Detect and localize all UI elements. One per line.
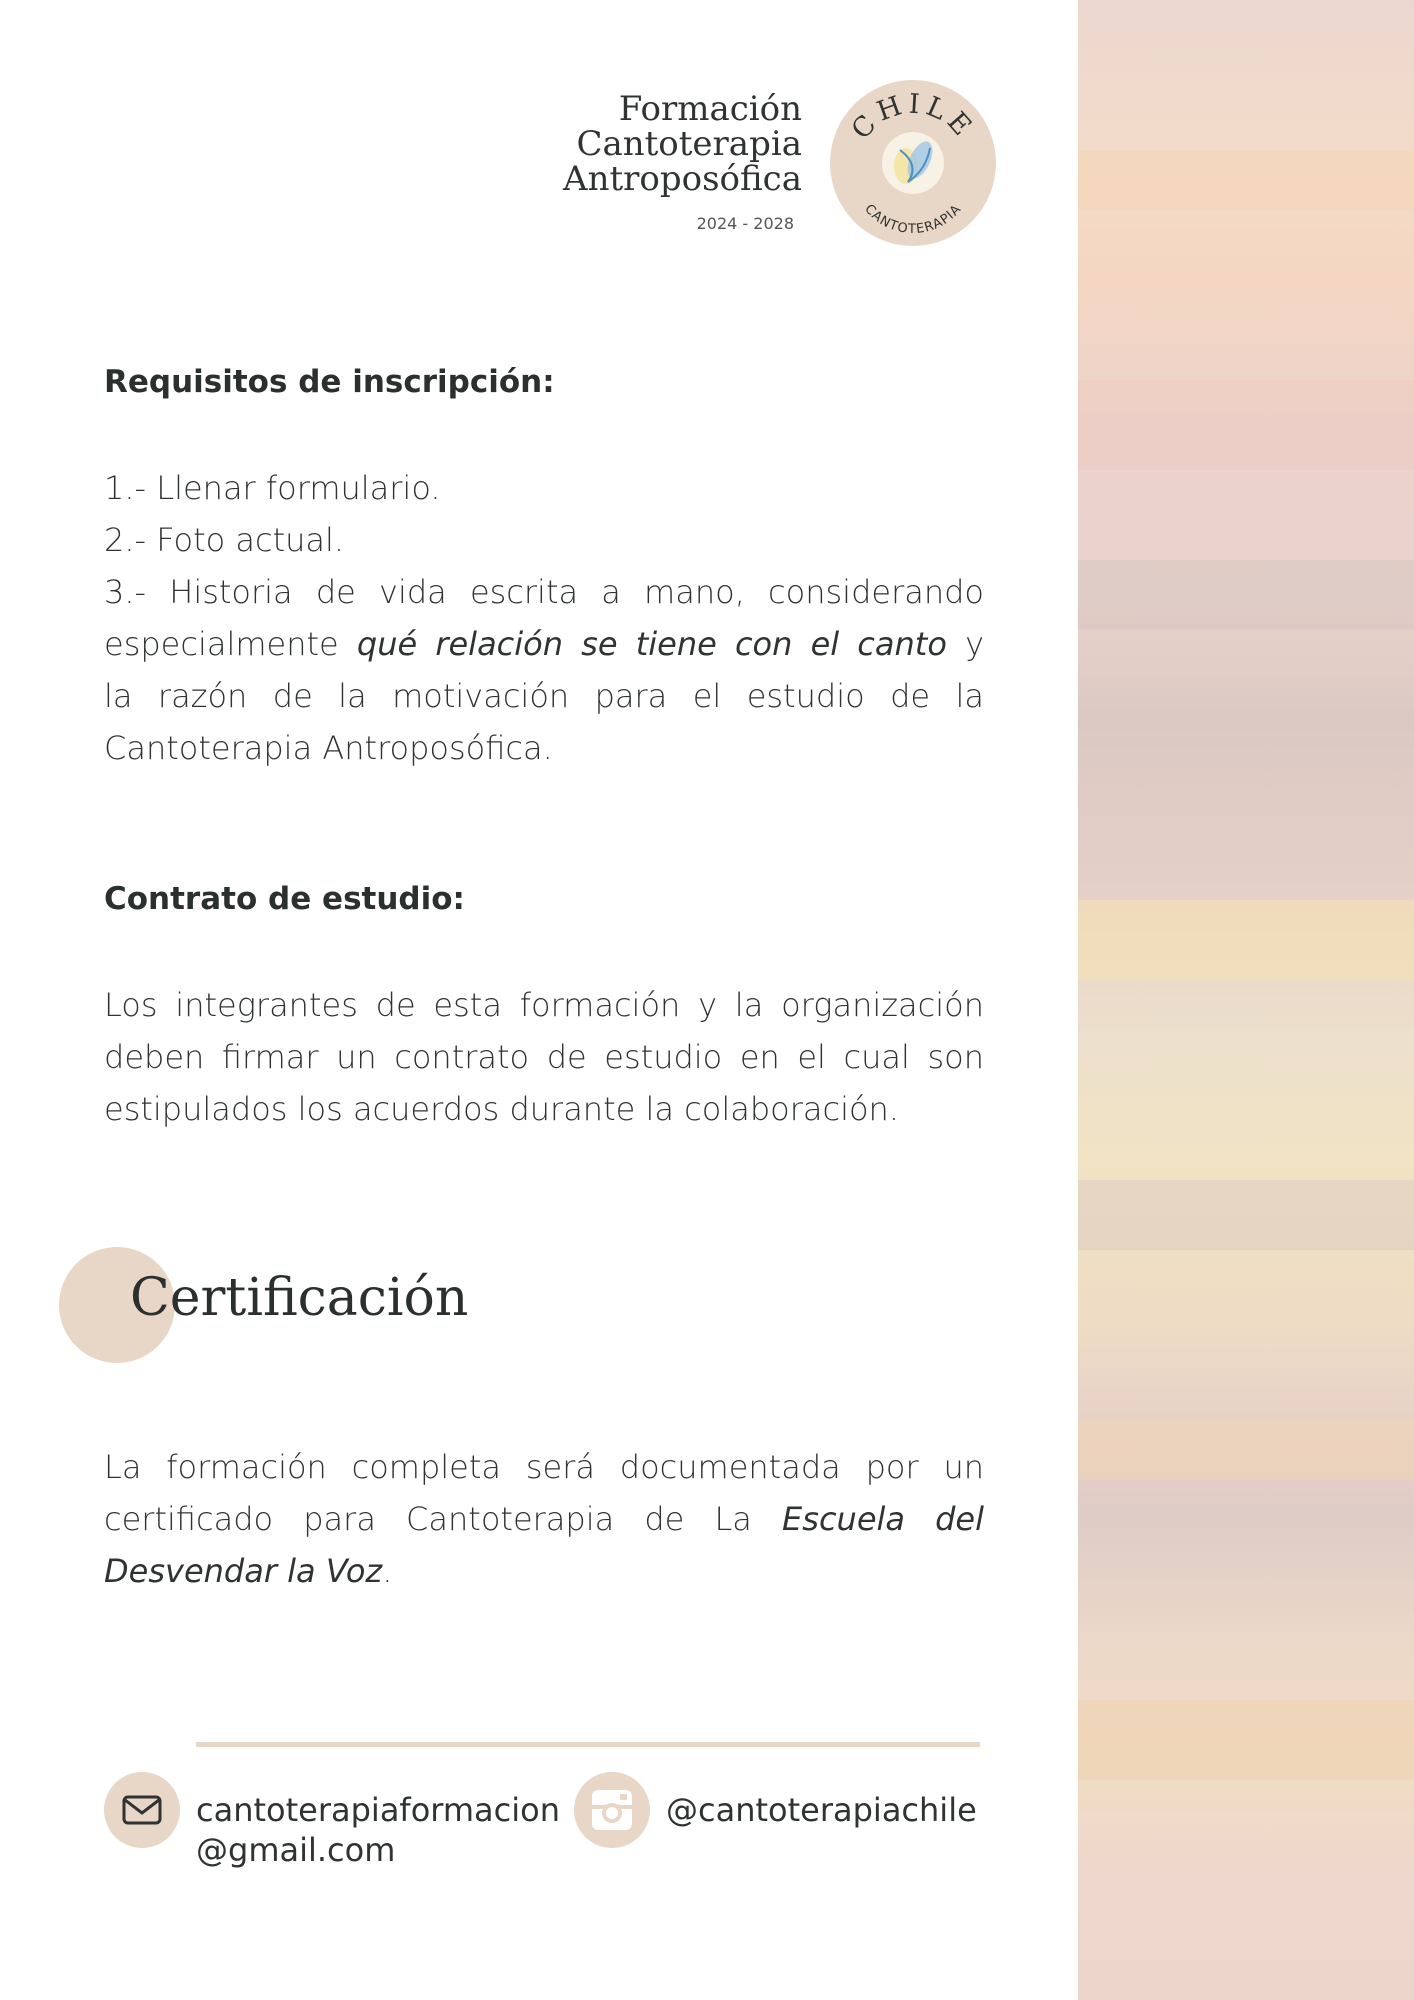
certificacion-line-2 (104, 1493, 984, 1545)
certificacion-heading: Certificación (130, 1268, 469, 1328)
requisito-item-3-line-3: la razón de la motivación para el estudio de la (104, 677, 984, 715)
email-line-1[interactable]: cantoterapiaformacion (196, 1791, 560, 1829)
certificacion-paragraph (104, 1441, 984, 1597)
certificacion-line-1: La formación completa será documentada por un (104, 1448, 984, 1486)
svg-text:CANTOTERAPIA (861, 202, 964, 237)
email-icon-badge (104, 1772, 180, 1848)
certificacion-italic-a: Escuela del (782, 1500, 985, 1538)
certificacion-italic-b: Desvendar la Voz (104, 1552, 383, 1590)
footer-divider (196, 1742, 980, 1747)
requisitos-heading: Requisitos de inscripción: (104, 364, 555, 400)
program-title-line-3: Antroposófica (563, 159, 802, 199)
requisito-item-3-italic: qué relación se tiene con el canto (356, 625, 947, 663)
program-years: 2024 - 2028 (696, 214, 794, 233)
contrato-line-3: estipulados los acuerdos durante la colaboración. (104, 1090, 899, 1128)
requisito-item-3-line-1: 3.- Historia de vida escrita a mano, considerando (104, 573, 984, 611)
requisito-item-3-line-2 (104, 618, 984, 670)
requisito-item-1: 1.- Llenar formulario. (104, 469, 441, 507)
certificacion-text-a: certificado para Cantoterapia de La (104, 1500, 783, 1538)
logo-bottom-text: CANTOTERAPIA (861, 201, 965, 238)
requisito-item-3-text-a: especialmente (104, 625, 357, 663)
logo-emblem-icon (830, 80, 996, 246)
logo-top-text: CHILE (845, 88, 981, 146)
program-title (563, 89, 802, 199)
requisitos-list (104, 462, 984, 774)
instagram-icon (574, 1772, 650, 1848)
program-title-line-2: Cantoterapia (576, 124, 802, 164)
contrato-line-1: Los integrantes de esta formación y la organización (104, 986, 984, 1024)
program-title-line-1: Formación (618, 89, 802, 129)
certificacion-text-b: . (382, 1552, 393, 1590)
instagram-icon-badge (574, 1772, 650, 1848)
requisito-item-2: 2.- Foto actual. (104, 521, 345, 559)
contrato-paragraph (104, 979, 984, 1135)
email-line-2[interactable]: @gmail.com (196, 1831, 396, 1869)
mail-icon (104, 1772, 180, 1848)
requisito-item-3-text-b: y (946, 625, 985, 663)
watercolor-side-panel (1078, 0, 1414, 2000)
contrato-heading: Contrato de estudio: (104, 881, 465, 917)
email-address[interactable] (196, 1790, 560, 1870)
cantoterapia-chile-logo (830, 80, 996, 246)
contrato-line-2: deben firmar un contrato de estudio en el cual son (104, 1038, 984, 1076)
certificacion-line-3 (104, 1545, 984, 1597)
requisito-item-3-line-4: Cantoterapia Antroposófica. (104, 729, 553, 767)
instagram-handle[interactable]: @cantoterapiachile (666, 1791, 977, 1829)
